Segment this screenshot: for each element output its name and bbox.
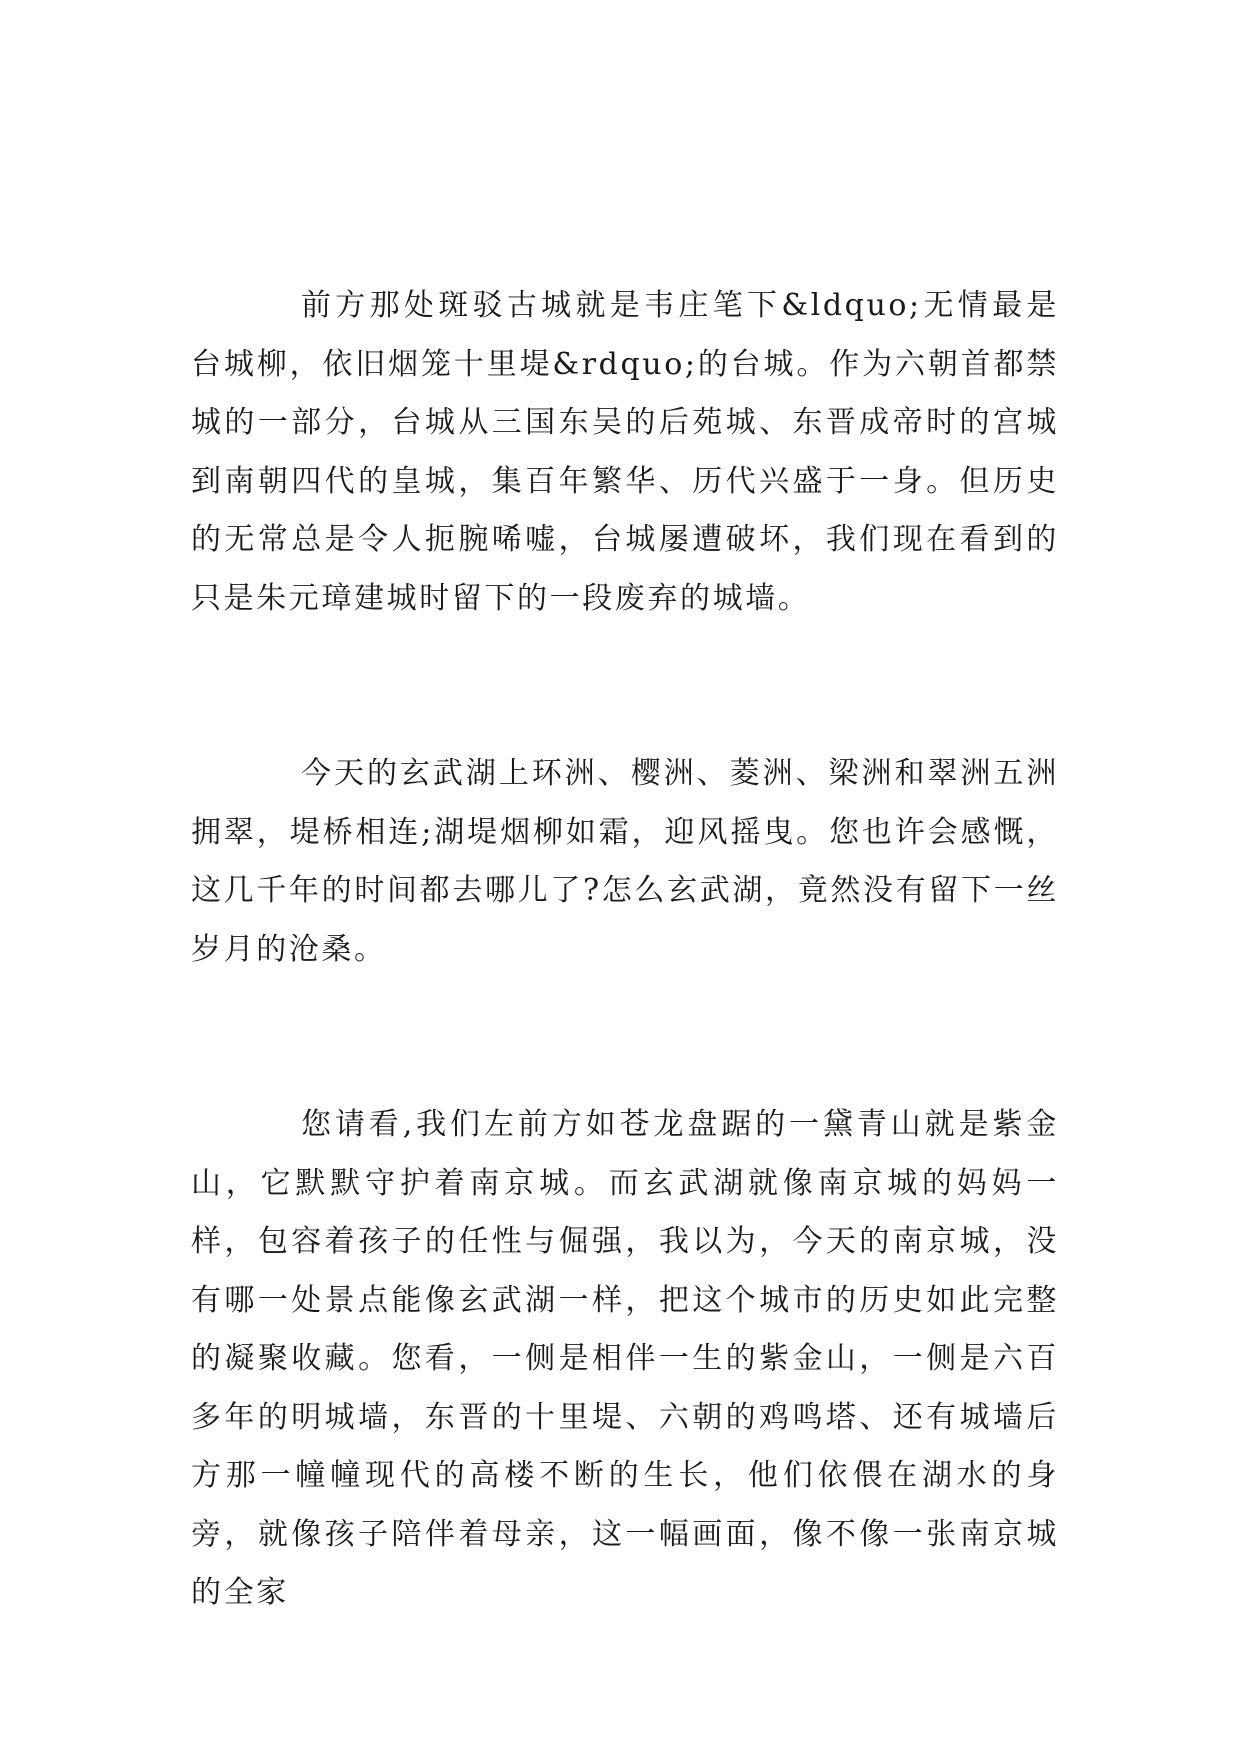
paragraph-taicheng: 前方那处斑驳古城就是韦庄笔下&ldquo;无情最是台城柳，依旧烟笼十里堤&rdquo;的台城。作为六朝首都禁城的一部分，台城从三国东吴的后苑城、东晋成帝时的宫城到南朝四代的皇城，集百年繁华、历代兴盛于一身。但历史的无常总是令人扼腕唏嘘，台城屡遭破坏，我们现在看到的只是朱元璋建城时留下的一段废弃的城墙。 — [191, 288, 1059, 616]
paragraph-xuanwu-lake-today: 今天的玄武湖上环洲、樱洲、菱洲、梁洲和翠洲五洲拥翠，堤桥相连;湖堤烟柳如霜，迎风摇曳。您也许会感慨，这几千年的时间都去哪儿了?怎么玄武湖，竟然没有留下一丝岁月的沧桑。 — [191, 756, 1059, 967]
paragraph-zijin-mountain: 您请看,我们左前方如苍龙盘踞的一黛青山就是紫金山，它默默守护着南京城。而玄武湖就像南京城的妈妈一样，包容着孩子的任性与倔强，我以为，今天的南京城，没有哪一处景点能像玄武湖一样，把这个城市的历史如此完整的凝聚收藏。您看，一侧是相伴一生的紫金山，一侧是六百多年的明城墙，东晋的十里堤、六朝的鸡鸣塔、还有城墙后方那一幢幢现代的高楼不断的生长，他们依偎在湖水的身旁，就像孩子陪伴着母亲，这一幅画面，像不像一张南京城的全家 — [191, 1107, 1059, 1610]
document-body — [191, 277, 1059, 1623]
